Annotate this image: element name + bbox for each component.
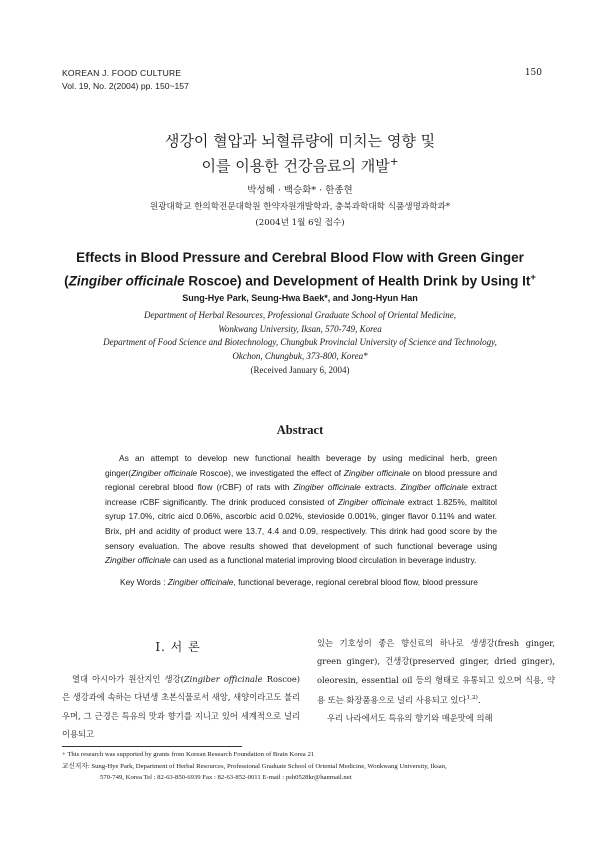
footnote-divider [62, 746, 242, 747]
korean-affiliation: 원광대학교 한의학전문대학원 한약자원개발학과, 충북과학대학 식품생명과학과* [149, 202, 451, 212]
english-title-line1: Effects in Blood Pressure and Cerebral Blood Flow with Green Ginger [76, 250, 524, 265]
journal-name: KOREAN J. FOOD CULTURE [62, 68, 182, 78]
korean-title-line2: 이를 이용한 건강음료의 개발+ [201, 156, 399, 175]
section-title-introduction: I. 서 론 [155, 640, 201, 654]
keywords: Key Words : Zingiber officinale, functional beverage, regional cerebral blood flow, blood pressure [120, 577, 478, 587]
abstract-body: As an attempt to develop new functional health beverage by using medicinal herb, green ginger(Zingiber officinale Roscoe), we investigated the effect of Zingiber officinale on blood pressure and regional cerebral blood flow (rCBF) of rats with Zingiber officinale extracts. Zingiber officinale extract increase rCBF significantly. The drink produced consisted of Zingiber officinale extract 1.825%, maltitol syrup 17.0%, citric aicd 0.06%, ascorbic acid 0.02%, stevioside 0.001%, ginger flavor 0.11% and water. Brix, pH and acidity of product were 13.7, 4.4 and 0.09, respectively. This drink had good score by the sensory evaluation. The above results showed that development of such functional beverage using Zingiber officinale can used as a functional material improving blood circulation in beverage industry. [105, 453, 498, 566]
english-title [0, 248, 600, 292]
body-column-left: 열대 아시아가 원산지인 생강(Zingiber officinale Roscoe)은 생강과에 속하는 다년생 초본식물로서 새앙, 새양이라고도 불리우며, 그 근경은 특유의 맛과 향기를 지니고 있어 세계적으로 널리 이용되고 [62, 674, 300, 740]
footnote-funding: + This research was supported by grants from Korean Research Foundation of Brain Korea 21 [62, 751, 315, 758]
korean-received-date: (2004년 1월 6일 접수) [255, 218, 345, 228]
body-column-right: 있는 기호성이 좋은 향신료의 하나로 생생강(fresh ginger, green ginger), 건생강(preserved ginger, dried ginger), oleoresin, essential oil 등의 형태로 유통되고 있으며 식용, 약용 또는 화장품용으로 널리 사용되고 있다$^{1,2)}$. 우리 나라에서도 특유의 향기와 매운맛에 의해 [317, 638, 555, 724]
footnote-correspondence-line1: 교신저자: Sung-Hye Park, Department of Herbal Resources, Professional Graduate School of Oriental Medicine, Wonkwang University, Iksan, [62, 763, 447, 770]
english-authors: Sung-Hye Park, Seung-Hwa Baek*, and Jong-Hyun Han [182, 293, 418, 303]
received-date: (Received January 6, 2004) [250, 365, 350, 375]
english-title-line2: (Zingiber officinale Roscoe) and Development of Health Drink by Using It+ [64, 272, 536, 289]
english-affiliation-2: Department of Food Science and Biotechnology, Chungbuk Provincial University of Science and Technology, Okchon, Chungbuk, 373-800, Korea* [103, 337, 497, 361]
english-affiliation-1: Department of Herbal Resources, Professional Graduate School of Oriental Medicine, Wonkwang University, Iksan, 570-749, Korea [143, 310, 457, 334]
korean-authors: 박성혜 · 백승화* · 한종현 [247, 185, 353, 196]
footnote-correspondence-line2: 570-749, Korea Tel : 82-63-850-6939 Fax : 82-63-852-0011 E-mail : psh0528kr@hanmail.net [100, 774, 352, 781]
korean-title-line1: 생강이 혈압과 뇌혈류량에 미치는 영향 및 [164, 132, 436, 150]
abstract-heading: Abstract [276, 423, 324, 437]
volume-info: Vol. 19, No. 2(2004) pp. 150~157 [62, 81, 189, 91]
page-number: 150 [524, 68, 542, 78]
